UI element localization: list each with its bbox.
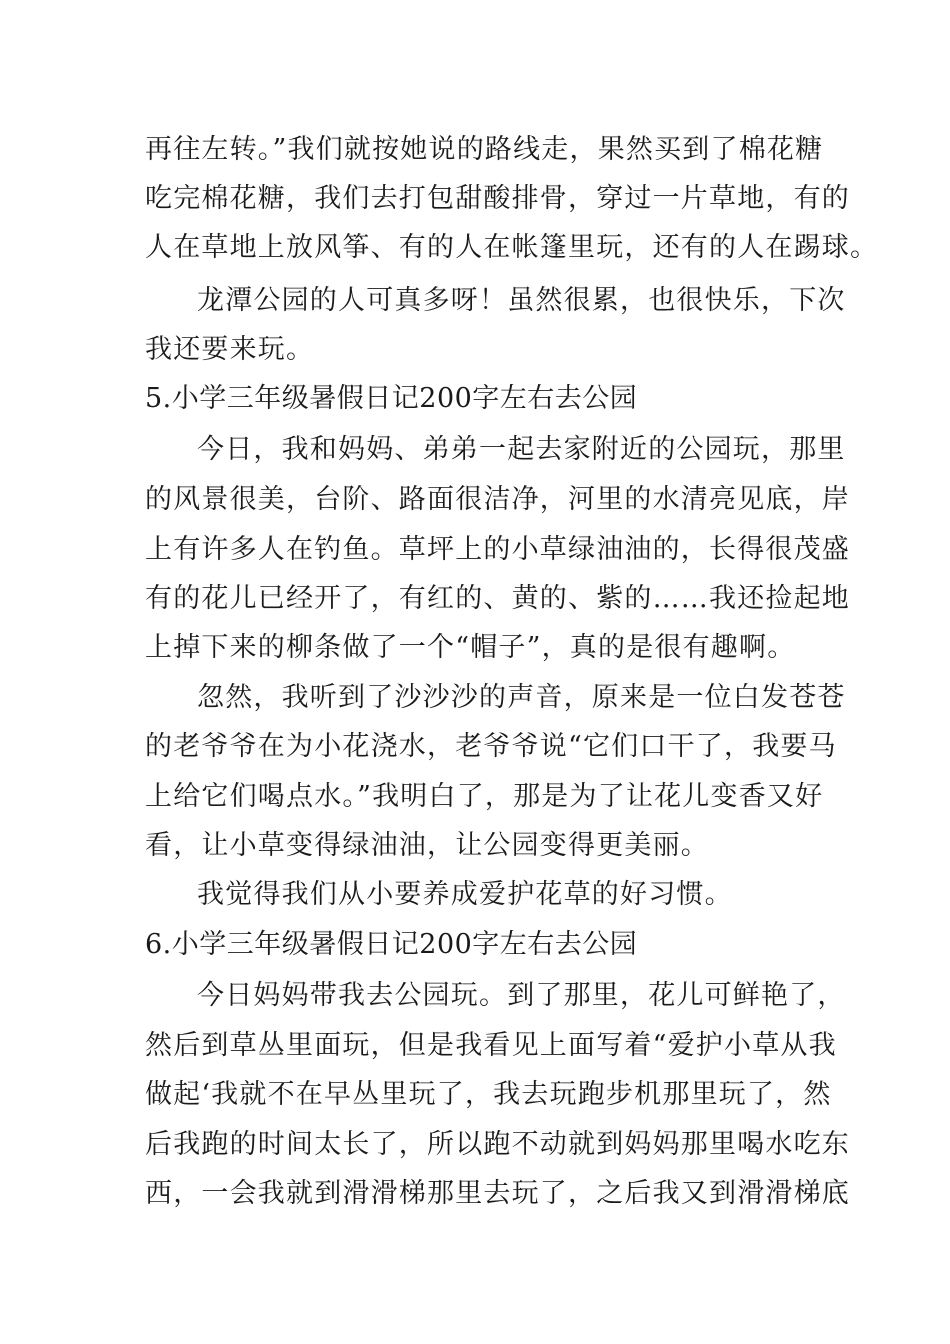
- paragraph-first-line: 今日妈妈带我去公园玩。到了那里，花儿可鲜艳了，: [197, 980, 846, 1011]
- paragraph-first-line: 忽然，我听到了沙沙沙的声音，原来是一位白发苍苍: [197, 682, 846, 713]
- text-line: 上给它们喝点水。”我明白了，那是为了让花儿变香又好: [145, 781, 824, 812]
- text-line: 有的花儿已经开了，有红的、黄的、紫的……我还捡起地: [145, 583, 850, 614]
- paragraph-first-line: 龙潭公园的人可真多呀！虽然很累，也很快乐，下次: [197, 285, 846, 316]
- section-heading-5: 5.小学三年级暑假日记200字左右去公园: [145, 383, 638, 414]
- text-line: 做起‘我就不在早丛里玩了，我去玩跑步机那里玩了，然: [145, 1079, 832, 1110]
- text-line: 吃完棉花糖，我们去打包甜酸排骨，穿过一片草地，有的: [145, 183, 850, 214]
- text-line: 后我跑的时间太长了，所以跑不动就到妈妈那里喝水吃东: [145, 1129, 850, 1160]
- text-line: 的老爷爷在为小花浇水，老爷爷说“它们口干了，我要马: [145, 731, 837, 762]
- text-line: 人在草地上放风筝、有的人在帐篷里玩，还有的人在踢球。: [145, 232, 879, 263]
- text-line: 上有许多人在钓鱼。草坪上的小草绿油油的，长得很茂盛: [145, 534, 850, 565]
- text-line: 我还要来玩。: [145, 334, 315, 365]
- text-line: 西，一会我就到滑滑梯那里去玩了，之后我又到滑滑梯底: [145, 1178, 850, 1209]
- text-line: 再往左转。”我们就按她说的路线走，果然买到了棉花糖: [145, 134, 824, 165]
- text-line: 看，让小草变得绿油油，让公园变得更美丽。: [145, 830, 709, 861]
- paragraph-first-line: 我觉得我们从小要养成爱护花草的好习惯。: [197, 879, 733, 910]
- text-line: 的风景很美，台阶、路面很洁净，河里的水清亮见底，岸: [145, 484, 850, 515]
- paragraph-first-line: 今日，我和妈妈、弟弟一起去家附近的公园玩，那里: [197, 434, 846, 465]
- text-line: 上掉下来的柳条做了一个“帽子”，真的是很有趣啊。: [145, 632, 796, 663]
- section-heading-6: 6.小学三年级暑假日记200字左右去公园: [145, 929, 638, 960]
- text-line: 然后到草丛里面玩，但是我看见上面写着“爱护小草从我: [145, 1030, 837, 1061]
